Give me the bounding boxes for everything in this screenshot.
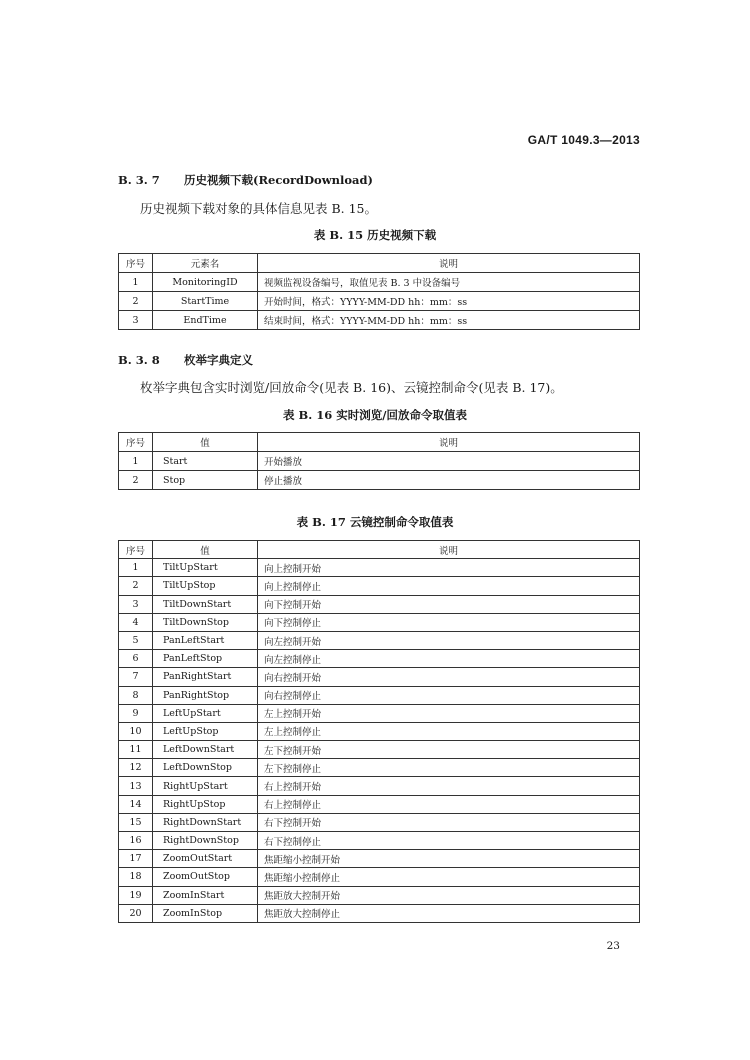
- value-cell: LeftUpStart: [153, 704, 258, 722]
- value-cell: Stop: [153, 471, 258, 490]
- table-row: [119, 650, 640, 668]
- description-cell: 焦距缩小控制开始: [258, 850, 640, 868]
- description-cell: 向下控制开始: [258, 595, 640, 613]
- row-number-cell: 5: [119, 631, 153, 649]
- value-cell: LeftDownStop: [153, 759, 258, 777]
- value-cell: ZoomOutStop: [153, 868, 258, 886]
- table-row: [119, 613, 640, 631]
- page-number: 23: [606, 940, 620, 952]
- table-row: [119, 795, 640, 813]
- description-cell: 开始播放: [258, 452, 640, 471]
- row-number-cell: 1: [119, 452, 153, 471]
- row-number-cell: 2: [119, 471, 153, 490]
- value-cell: PanLeftStart: [153, 631, 258, 649]
- row-number-cell: 8: [119, 686, 153, 704]
- table-b17: [118, 540, 640, 923]
- column-header: 序号: [119, 433, 153, 452]
- table-header-row: [119, 541, 640, 559]
- value-cell: PanRightStart: [153, 668, 258, 686]
- column-header: 说明: [258, 433, 640, 452]
- value-cell: ZoomOutStart: [153, 850, 258, 868]
- table-row: [119, 577, 640, 595]
- column-header: 值: [153, 541, 258, 559]
- table-row: [119, 292, 640, 311]
- section-heading-b38: [118, 352, 253, 368]
- row-number-cell: 4: [119, 613, 153, 631]
- row-number-cell: 1: [119, 273, 153, 292]
- column-header: 序号: [119, 541, 153, 559]
- table-row: [119, 777, 640, 795]
- row-number-cell: 14: [119, 795, 153, 813]
- column-header: 说明: [258, 254, 640, 273]
- row-number-cell: 16: [119, 832, 153, 850]
- value-cell: TiltDownStart: [153, 595, 258, 613]
- table-b15: [118, 253, 640, 330]
- row-number-cell: 9: [119, 704, 153, 722]
- description-cell: 结束时间，格式：YYYY-MM-DD hh：mm：ss: [258, 311, 640, 330]
- table-row: [119, 686, 640, 704]
- row-number-cell: 6: [119, 650, 153, 668]
- description-cell: 左下控制停止: [258, 759, 640, 777]
- table-row: [119, 850, 640, 868]
- table-row: [119, 886, 640, 904]
- description-cell: 向左控制停止: [258, 650, 640, 668]
- value-cell: ZoomInStop: [153, 904, 258, 922]
- table-caption-b15: 表 B. 15 历史视频下载: [313, 228, 437, 242]
- value-cell: MonitoringID: [153, 273, 258, 292]
- value-cell: RightUpStart: [153, 777, 258, 795]
- column-header: 值: [153, 433, 258, 452]
- row-number-cell: 10: [119, 722, 153, 740]
- table-row: [119, 471, 640, 490]
- description-cell: 向右控制开始: [258, 668, 640, 686]
- table-row: [119, 832, 640, 850]
- table-row: [119, 868, 640, 886]
- row-number-cell: 11: [119, 741, 153, 759]
- value-cell: EndTime: [153, 311, 258, 330]
- table-row: [119, 595, 640, 613]
- table-row: [119, 722, 640, 740]
- table-row: [119, 273, 640, 292]
- value-cell: StartTime: [153, 292, 258, 311]
- row-number-cell: 7: [119, 668, 153, 686]
- table-row: [119, 668, 640, 686]
- column-header: 说明: [258, 541, 640, 559]
- value-cell: ZoomInStart: [153, 886, 258, 904]
- table-caption-b16: 表 B. 16 实时浏览/回放命令取值表: [283, 408, 467, 422]
- row-number-cell: 1: [119, 559, 153, 577]
- table-row: [119, 759, 640, 777]
- value-cell: RightDownStop: [153, 832, 258, 850]
- description-cell: 向右控制停止: [258, 686, 640, 704]
- row-number-cell: 18: [119, 868, 153, 886]
- table-row: [119, 904, 640, 922]
- value-cell: Start: [153, 452, 258, 471]
- table-row: [119, 311, 640, 330]
- value-cell: TiltUpStop: [153, 577, 258, 595]
- table-header-row: [119, 433, 640, 452]
- row-number-cell: 19: [119, 886, 153, 904]
- description-cell: 左上控制开始: [258, 704, 640, 722]
- description-cell: 向上控制停止: [258, 577, 640, 595]
- table-b16: [118, 432, 640, 490]
- description-cell: 右下控制停止: [258, 832, 640, 850]
- table-caption-b17: 表 B. 17 云镜控制命令取值表: [296, 515, 454, 529]
- table-row: [119, 813, 640, 831]
- description-cell: 焦距放大控制开始: [258, 886, 640, 904]
- value-cell: PanRightStop: [153, 686, 258, 704]
- row-number-cell: 3: [119, 311, 153, 330]
- description-cell: 向下控制停止: [258, 613, 640, 631]
- section-number: B. 3. 8: [118, 353, 160, 367]
- value-cell: TiltDownStop: [153, 613, 258, 631]
- row-number-cell: 2: [119, 292, 153, 311]
- description-cell: 向上控制开始: [258, 559, 640, 577]
- description-cell: 左上控制停止: [258, 722, 640, 740]
- column-header: 序号: [119, 254, 153, 273]
- paragraph-b38: 枚举字典包含实时浏览/回放命令(见表 B. 16)、云镜控制命令(见表 B. 17)。: [140, 380, 563, 395]
- row-number-cell: 12: [119, 759, 153, 777]
- standard-number: GA/T 1049.3—2013: [527, 133, 640, 147]
- description-cell: 焦距放大控制停止: [258, 904, 640, 922]
- value-cell: LeftDownStart: [153, 741, 258, 759]
- table-header-row: [119, 254, 640, 273]
- row-number-cell: 17: [119, 850, 153, 868]
- row-number-cell: 13: [119, 777, 153, 795]
- description-cell: 右上控制停止: [258, 795, 640, 813]
- section-title: 枚举字典定义: [184, 353, 253, 367]
- section-heading-b37: [118, 172, 373, 188]
- description-cell: 停止播放: [258, 471, 640, 490]
- column-header: 元素名: [153, 254, 258, 273]
- table-row: [119, 741, 640, 759]
- value-cell: LeftUpStop: [153, 722, 258, 740]
- row-number-cell: 2: [119, 577, 153, 595]
- value-cell: RightUpStop: [153, 795, 258, 813]
- description-cell: 视频监视设备编号，取值见表 B. 3 中设备编号: [258, 273, 640, 292]
- description-cell: 右下控制开始: [258, 813, 640, 831]
- row-number-cell: 15: [119, 813, 153, 831]
- description-cell: 开始时间，格式：YYYY-MM-DD hh：mm：ss: [258, 292, 640, 311]
- value-cell: TiltUpStart: [153, 559, 258, 577]
- section-title: 历史视频下载(RecordDownload): [184, 173, 373, 187]
- description-cell: 左下控制开始: [258, 741, 640, 759]
- value-cell: PanLeftStop: [153, 650, 258, 668]
- table-row: [119, 452, 640, 471]
- section-number: B. 3. 7: [118, 173, 160, 187]
- row-number-cell: 3: [119, 595, 153, 613]
- value-cell: RightDownStart: [153, 813, 258, 831]
- table-row: [119, 559, 640, 577]
- paragraph-b37: 历史视频下载对象的具体信息见表 B. 15。: [140, 201, 378, 216]
- description-cell: 向左控制开始: [258, 631, 640, 649]
- description-cell: 右上控制开始: [258, 777, 640, 795]
- table-row: [119, 631, 640, 649]
- description-cell: 焦距缩小控制停止: [258, 868, 640, 886]
- table-row: [119, 704, 640, 722]
- row-number-cell: 20: [119, 904, 153, 922]
